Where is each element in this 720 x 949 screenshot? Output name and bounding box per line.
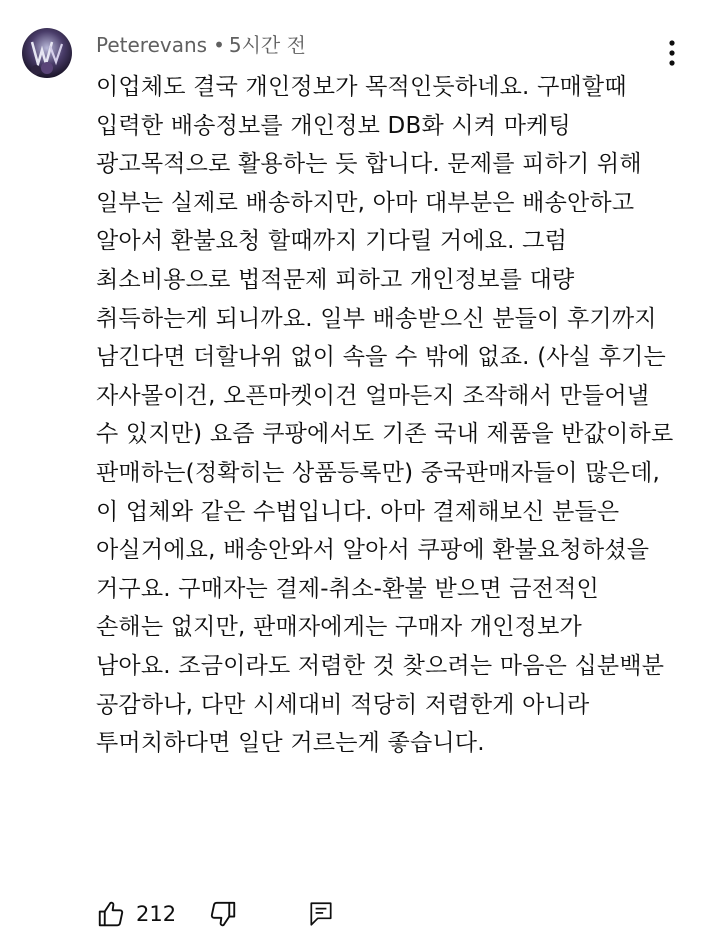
comment-line: 거구요. 구매자는 결제-취소-환불 받으면 금전적인 xyxy=(96,575,599,602)
comment-line: 입력한 배송정보를 개인정보 DB화 시켜 마케팅 xyxy=(96,112,571,139)
comment-line: 아실거에요, 배송안와서 알아서 쿠팡에 환불요청하셨을 xyxy=(96,537,650,564)
comment-line: 광고목적으로 활용하는 듯 합니다. 문제를 피하기 위해 xyxy=(96,151,642,178)
reply-button[interactable] xyxy=(308,892,334,936)
meta-separator: • xyxy=(213,33,225,57)
comment-line: 최소비용으로 법적문제 피하고 개인정보를 대량 xyxy=(96,266,575,293)
comment-line: 이업체도 결국 개인정보가 목적인듯하네요. 구매할때 xyxy=(96,74,627,100)
more-options-button[interactable] xyxy=(660,38,684,70)
thumb-down-icon xyxy=(208,899,238,929)
comment-timestamp[interactable]: 5시간 전 xyxy=(228,33,306,57)
comment-line: 공감하나, 다만 시세대비 적당히 저렴한게 아니라 xyxy=(96,691,590,718)
comment-line: 일부는 실제로 배송하지만, 아마 대부분은 배송안하고 xyxy=(96,189,635,216)
avatar-image xyxy=(22,28,72,78)
comment-line: 수 있지만) 요즘 쿠팡에서도 기존 국내 제품을 반값이하로 xyxy=(96,421,674,448)
like-count: 212 xyxy=(136,902,177,926)
thumb-up-icon xyxy=(96,899,126,929)
comment-line: 남긴다면 더할나위 없이 속을 수 밖에 없죠. (사실 후기는 xyxy=(96,344,666,371)
comment-header xyxy=(96,32,306,58)
comment-line: 자사몰이건, 오픈마켓이건 얼마든지 조작해서 만들어낼 xyxy=(96,382,650,409)
comment-body xyxy=(96,68,716,763)
comment-line: 투머치하다면 일단 거르는게 좋습니다. xyxy=(96,730,485,757)
comment-actions xyxy=(96,892,696,936)
comment-line: 판매하는(정확히는 상품등록만) 중국판매자들이 많은데, xyxy=(96,459,661,486)
comment-line: 알아서 환불요청 할때까지 기다릴 거에요. 그럼 xyxy=(96,228,568,255)
more-vert-icon xyxy=(660,38,684,70)
comment-line: 이 업체와 같은 수법입니다. 아마 결제해보신 분들은 xyxy=(96,498,620,525)
comment-line: 남아요. 조금이라도 저렴한 것 찾으려는 마음은 십분백분 xyxy=(96,652,665,679)
comment-line: 손해는 없지만, 판매자에게는 구매자 개인정보가 xyxy=(96,614,582,641)
author-name[interactable]: Peterevans xyxy=(96,33,208,57)
like-button[interactable] xyxy=(96,892,176,936)
comment-line: 취득하는게 되니까요. 일부 배송받으신 분들이 후기까지 xyxy=(96,305,657,332)
dislike-button[interactable] xyxy=(208,892,238,936)
reply-comment-icon xyxy=(308,900,334,928)
avatar[interactable] xyxy=(22,28,72,78)
